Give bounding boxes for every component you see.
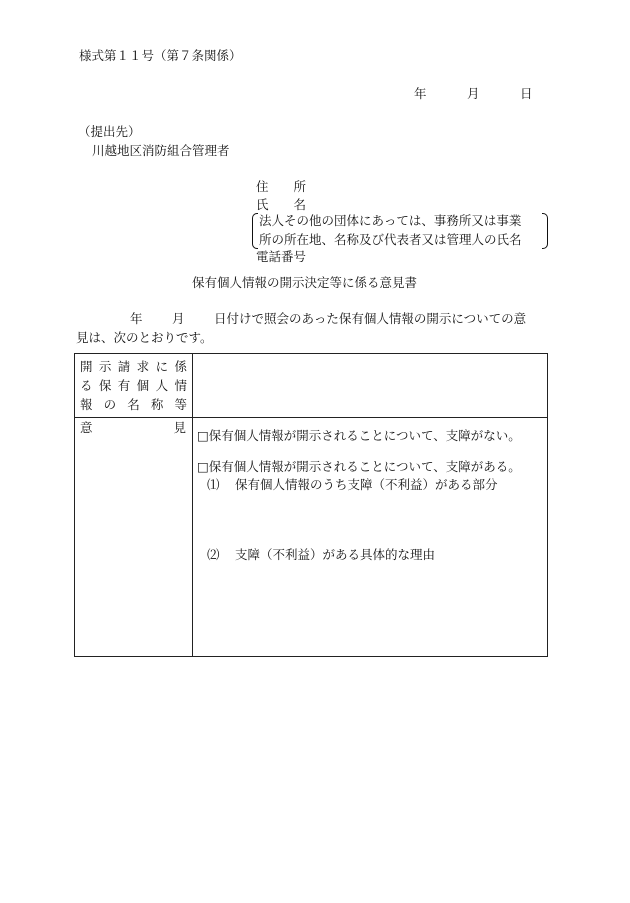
sub-item-2-number: ⑵ bbox=[207, 547, 220, 562]
label-char: に bbox=[155, 359, 169, 375]
label-char: 報 bbox=[80, 397, 93, 413]
label-char: 個 bbox=[136, 378, 150, 394]
info-label-cell bbox=[75, 354, 193, 418]
name-label: 氏 名 bbox=[256, 197, 307, 212]
info-label-line3 bbox=[75, 396, 192, 415]
sub-item-1-number: ⑴ bbox=[207, 477, 220, 492]
corporate-note bbox=[252, 212, 550, 250]
info-value-cell[interactable] bbox=[193, 354, 548, 418]
label-char: 開 bbox=[80, 359, 93, 375]
label-char: 等 bbox=[174, 397, 187, 413]
label-char: 有 bbox=[117, 378, 131, 394]
opinion-row bbox=[75, 418, 548, 657]
label-char: 求 bbox=[136, 359, 150, 375]
label-char: 示 bbox=[98, 359, 112, 375]
corporate-note-line1: 法人その他の団体にあっては、事務所又は事業 bbox=[259, 213, 522, 228]
addressee: 川越地区消防組合管理者 bbox=[92, 143, 230, 158]
document-title: 保有個人情報の開示決定等に係る意見書 bbox=[192, 275, 418, 290]
info-label-line1 bbox=[75, 358, 192, 377]
sub-item-1 bbox=[207, 479, 498, 492]
label-char: 請 bbox=[117, 359, 131, 375]
date-day-label: 日 bbox=[520, 86, 533, 101]
form-number: 様式第１１号（第７条関係） bbox=[79, 48, 242, 63]
option-no-hindrance[interactable]: □保有個人情報が開示されることについて、支障がない。 bbox=[197, 428, 521, 443]
label-char: 情 bbox=[174, 378, 187, 394]
body-year-label: 年 bbox=[130, 311, 143, 326]
body-text-line1: 日付けで照会のあった保有個人情報の開示についての意 bbox=[214, 311, 527, 326]
label-char: 係 bbox=[174, 359, 187, 375]
body-month-label: 月 bbox=[172, 311, 185, 326]
date-year-label: 年 bbox=[414, 86, 427, 101]
label-char: の bbox=[103, 397, 117, 413]
sub-item-1-text: 保有個人情報のうち支障（不利益）がある部分 bbox=[235, 477, 498, 492]
sub-item-2-text: 支障（不利益）がある具体的な理由 bbox=[235, 547, 436, 562]
opinion-label-left: 意 bbox=[80, 420, 93, 435]
info-label-line2 bbox=[75, 377, 192, 396]
opinion-label-cell bbox=[75, 418, 193, 657]
label-char: 名 bbox=[127, 397, 140, 413]
opinion-table bbox=[74, 353, 548, 657]
opinion-value-cell bbox=[193, 418, 548, 657]
left-bracket bbox=[252, 213, 258, 249]
right-bracket bbox=[542, 213, 548, 249]
info-row bbox=[75, 354, 548, 418]
submission-label: （提出先） bbox=[78, 124, 141, 139]
date-month-label: 月 bbox=[467, 86, 480, 101]
opinion-label-right: 見 bbox=[173, 420, 186, 435]
sub-item-2 bbox=[207, 549, 435, 562]
address-label: 住 所 bbox=[256, 179, 307, 194]
body-text-line2: 見は、次のとおりです。 bbox=[76, 330, 213, 345]
option-hindrance[interactable]: □保有個人情報が開示されることについて、支障がある。 bbox=[197, 459, 521, 474]
label-char: る bbox=[80, 378, 93, 394]
label-char: 保 bbox=[98, 378, 112, 394]
label-char: 人 bbox=[155, 378, 169, 394]
label-char: 称 bbox=[150, 397, 164, 413]
telephone-label: 電話番号 bbox=[256, 249, 307, 264]
corporate-note-line2: 所の所在地、名称及び代表者又は管理人の氏名 bbox=[259, 232, 522, 247]
